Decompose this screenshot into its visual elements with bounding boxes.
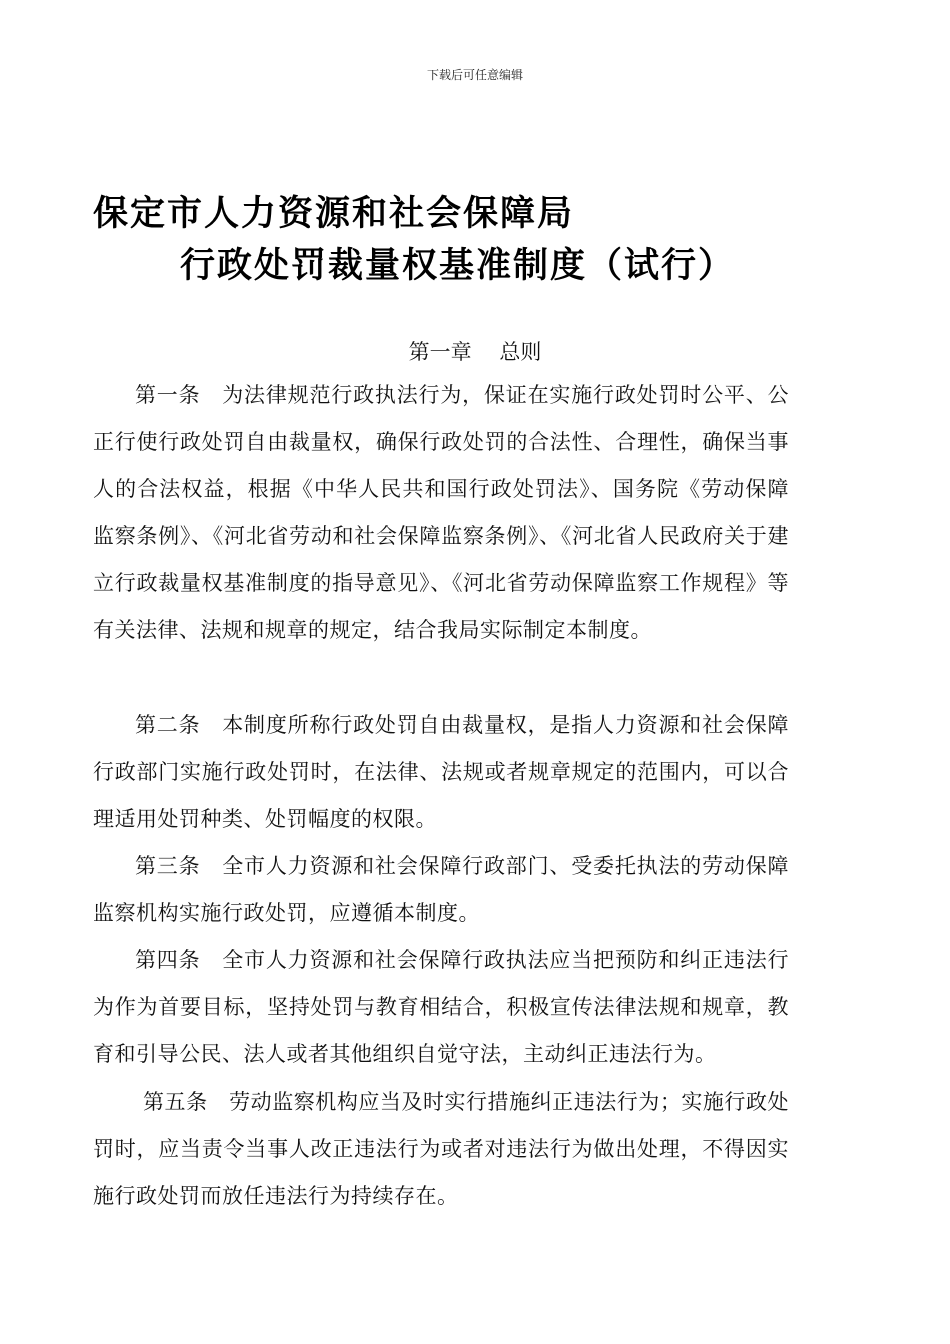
article-1	[93, 372, 789, 654]
article-label: 第四条	[135, 948, 223, 972]
article-text: 劳动监察机构应当及时实行措施纠正违法行为；实施行政处罚时，应当责令当事人改正违法行为或者对违法行为做出处理，不得因实施行政处罚而放任违法行为持续存在。	[93, 1090, 790, 1208]
article-text: 为法律规范行政执法行为，保证在实施行政处罚时公平、公正行使行政处罚自由裁量权，确保行政处罚的合法性、合理性，确保当事人的合法权益，根据《中华人民共和国行政处罚法》、国务院《劳动保障监察条例》、《河北省劳动和社会保障监察条例》、《河北省人民政府关于建立行政裁量权基准制度的指导意见》、《河北省劳动保障监察工作规程》等有关法律、法规和规章的规定，结合我局实际制定本制度。	[93, 383, 790, 642]
article-2	[93, 702, 789, 843]
document-title-line-2: 行政处罚裁量权基准制度（试行）	[180, 246, 736, 286]
article-text: 全市人力资源和社会保障行政执法应当把预防和纠正违法行为作为首要目标，坚持处罚与教育相结合，积极宣传法律法规和规章，教育和引导公民、法人或者其他组织自觉守法，主动纠正违法行为。	[93, 948, 790, 1066]
article-text: 本制度所称行政处罚自由裁量权，是指人力资源和社会保障行政部门实施行政处罚时，在法律、法规或者规章规定的范围内，可以合理适用处罚种类、处罚幅度的权限。	[93, 713, 790, 831]
article-3	[93, 843, 789, 937]
article-text: 全市人力资源和社会保障行政部门、受委托执法的劳动保障监察机构实施行政处罚，应遵循本制度。	[93, 854, 790, 925]
article-4	[93, 937, 789, 1078]
article-5	[93, 1079, 789, 1220]
article-label: 第一条	[135, 383, 223, 407]
chapter-heading: 第一章 总则	[408, 340, 542, 364]
article-label: 第五条	[143, 1090, 230, 1114]
article-label: 第二条	[135, 713, 223, 737]
article-label: 第三条	[135, 854, 223, 878]
document-title-line-1: 保定市人力资源和社会保障局	[93, 194, 575, 234]
header-note: 下载后可任意编辑	[426, 68, 523, 82]
